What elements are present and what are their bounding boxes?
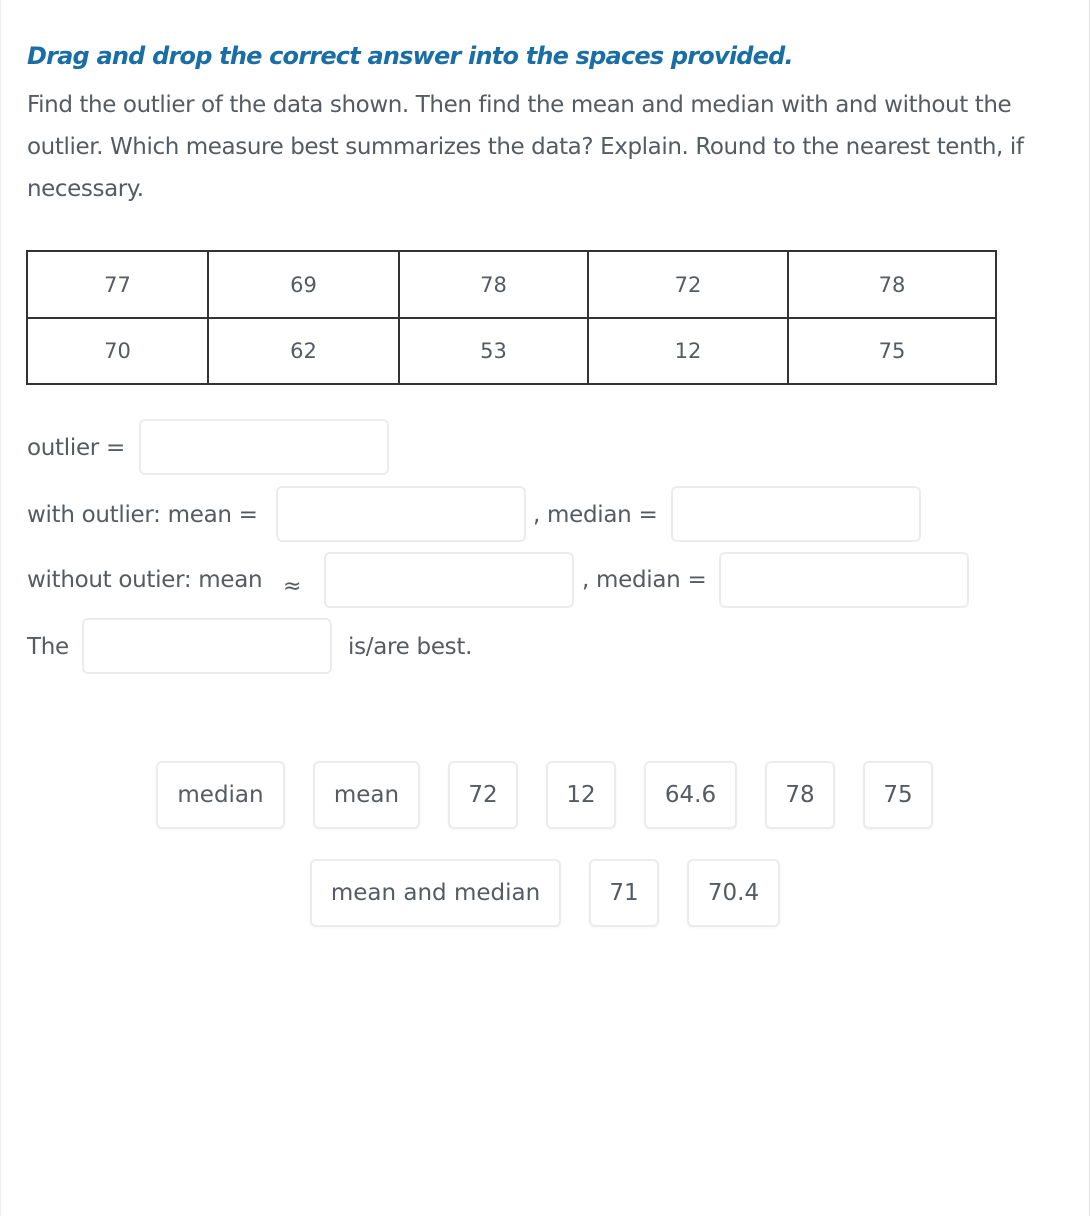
outlier-drop-zone[interactable] (139, 419, 389, 475)
table-cell: 77 (27, 251, 208, 318)
the-label: The (27, 634, 69, 660)
best-measure-drop-zone[interactable] (82, 618, 332, 674)
table-cell: 72 (588, 251, 788, 318)
table-row (27, 251, 996, 318)
table-cell: 69 (208, 251, 399, 318)
answer-tile-median[interactable]: median (156, 761, 285, 829)
with-outlier-mean-drop-zone[interactable] (276, 486, 526, 542)
best-label: is/are best. (348, 634, 473, 660)
without-outlier-median-label: , median = (582, 567, 707, 593)
answer-tile-mean-and-median[interactable]: mean and median (310, 859, 561, 927)
table-cell: 62 (208, 318, 399, 384)
answer-tile-75[interactable]: 75 (863, 761, 933, 829)
left-border (0, 0, 1, 1216)
without-outlier-mean-drop-zone[interactable] (324, 552, 574, 608)
answer-tile-71[interactable]: 71 (589, 859, 659, 927)
answer-tile-mean[interactable]: mean (313, 761, 420, 829)
answer-tile-70-4[interactable]: 70.4 (687, 859, 780, 927)
data-table (26, 250, 997, 385)
with-outlier-median-drop-zone[interactable] (671, 486, 921, 542)
table-cell: 70 (27, 318, 208, 384)
question-text: Find the outlier of the data shown. Then find the mean and median with and without the outlier. Which measure best summarizes the data? Explain. Round to the nearest tenth, if necessary. (27, 92, 1024, 202)
without-outlier-mean-label: without outier: mean (27, 567, 263, 593)
table-cell: 78 (399, 251, 588, 318)
answer-tile-78[interactable]: 78 (765, 761, 835, 829)
without-outlier-median-drop-zone[interactable] (719, 552, 969, 608)
with-outlier-mean-label: with outlier: mean = (27, 502, 258, 528)
approx-symbol: ≈ (283, 574, 302, 599)
answer-tile-12[interactable]: 12 (546, 761, 616, 829)
table-row (27, 318, 996, 384)
with-outlier-median-label: , median = (533, 502, 658, 528)
table-cell: 12 (588, 318, 788, 384)
table-cell: 78 (788, 251, 996, 318)
answer-tile-64-6[interactable]: 64.6 (644, 761, 737, 829)
table-cell: 75 (788, 318, 996, 384)
answer-tile-72[interactable]: 72 (448, 761, 518, 829)
instruction-text: Drag and drop the correct answer into the spaces provided. (27, 42, 793, 70)
table-cell: 53 (399, 318, 588, 384)
outlier-label: outlier = (27, 435, 125, 461)
